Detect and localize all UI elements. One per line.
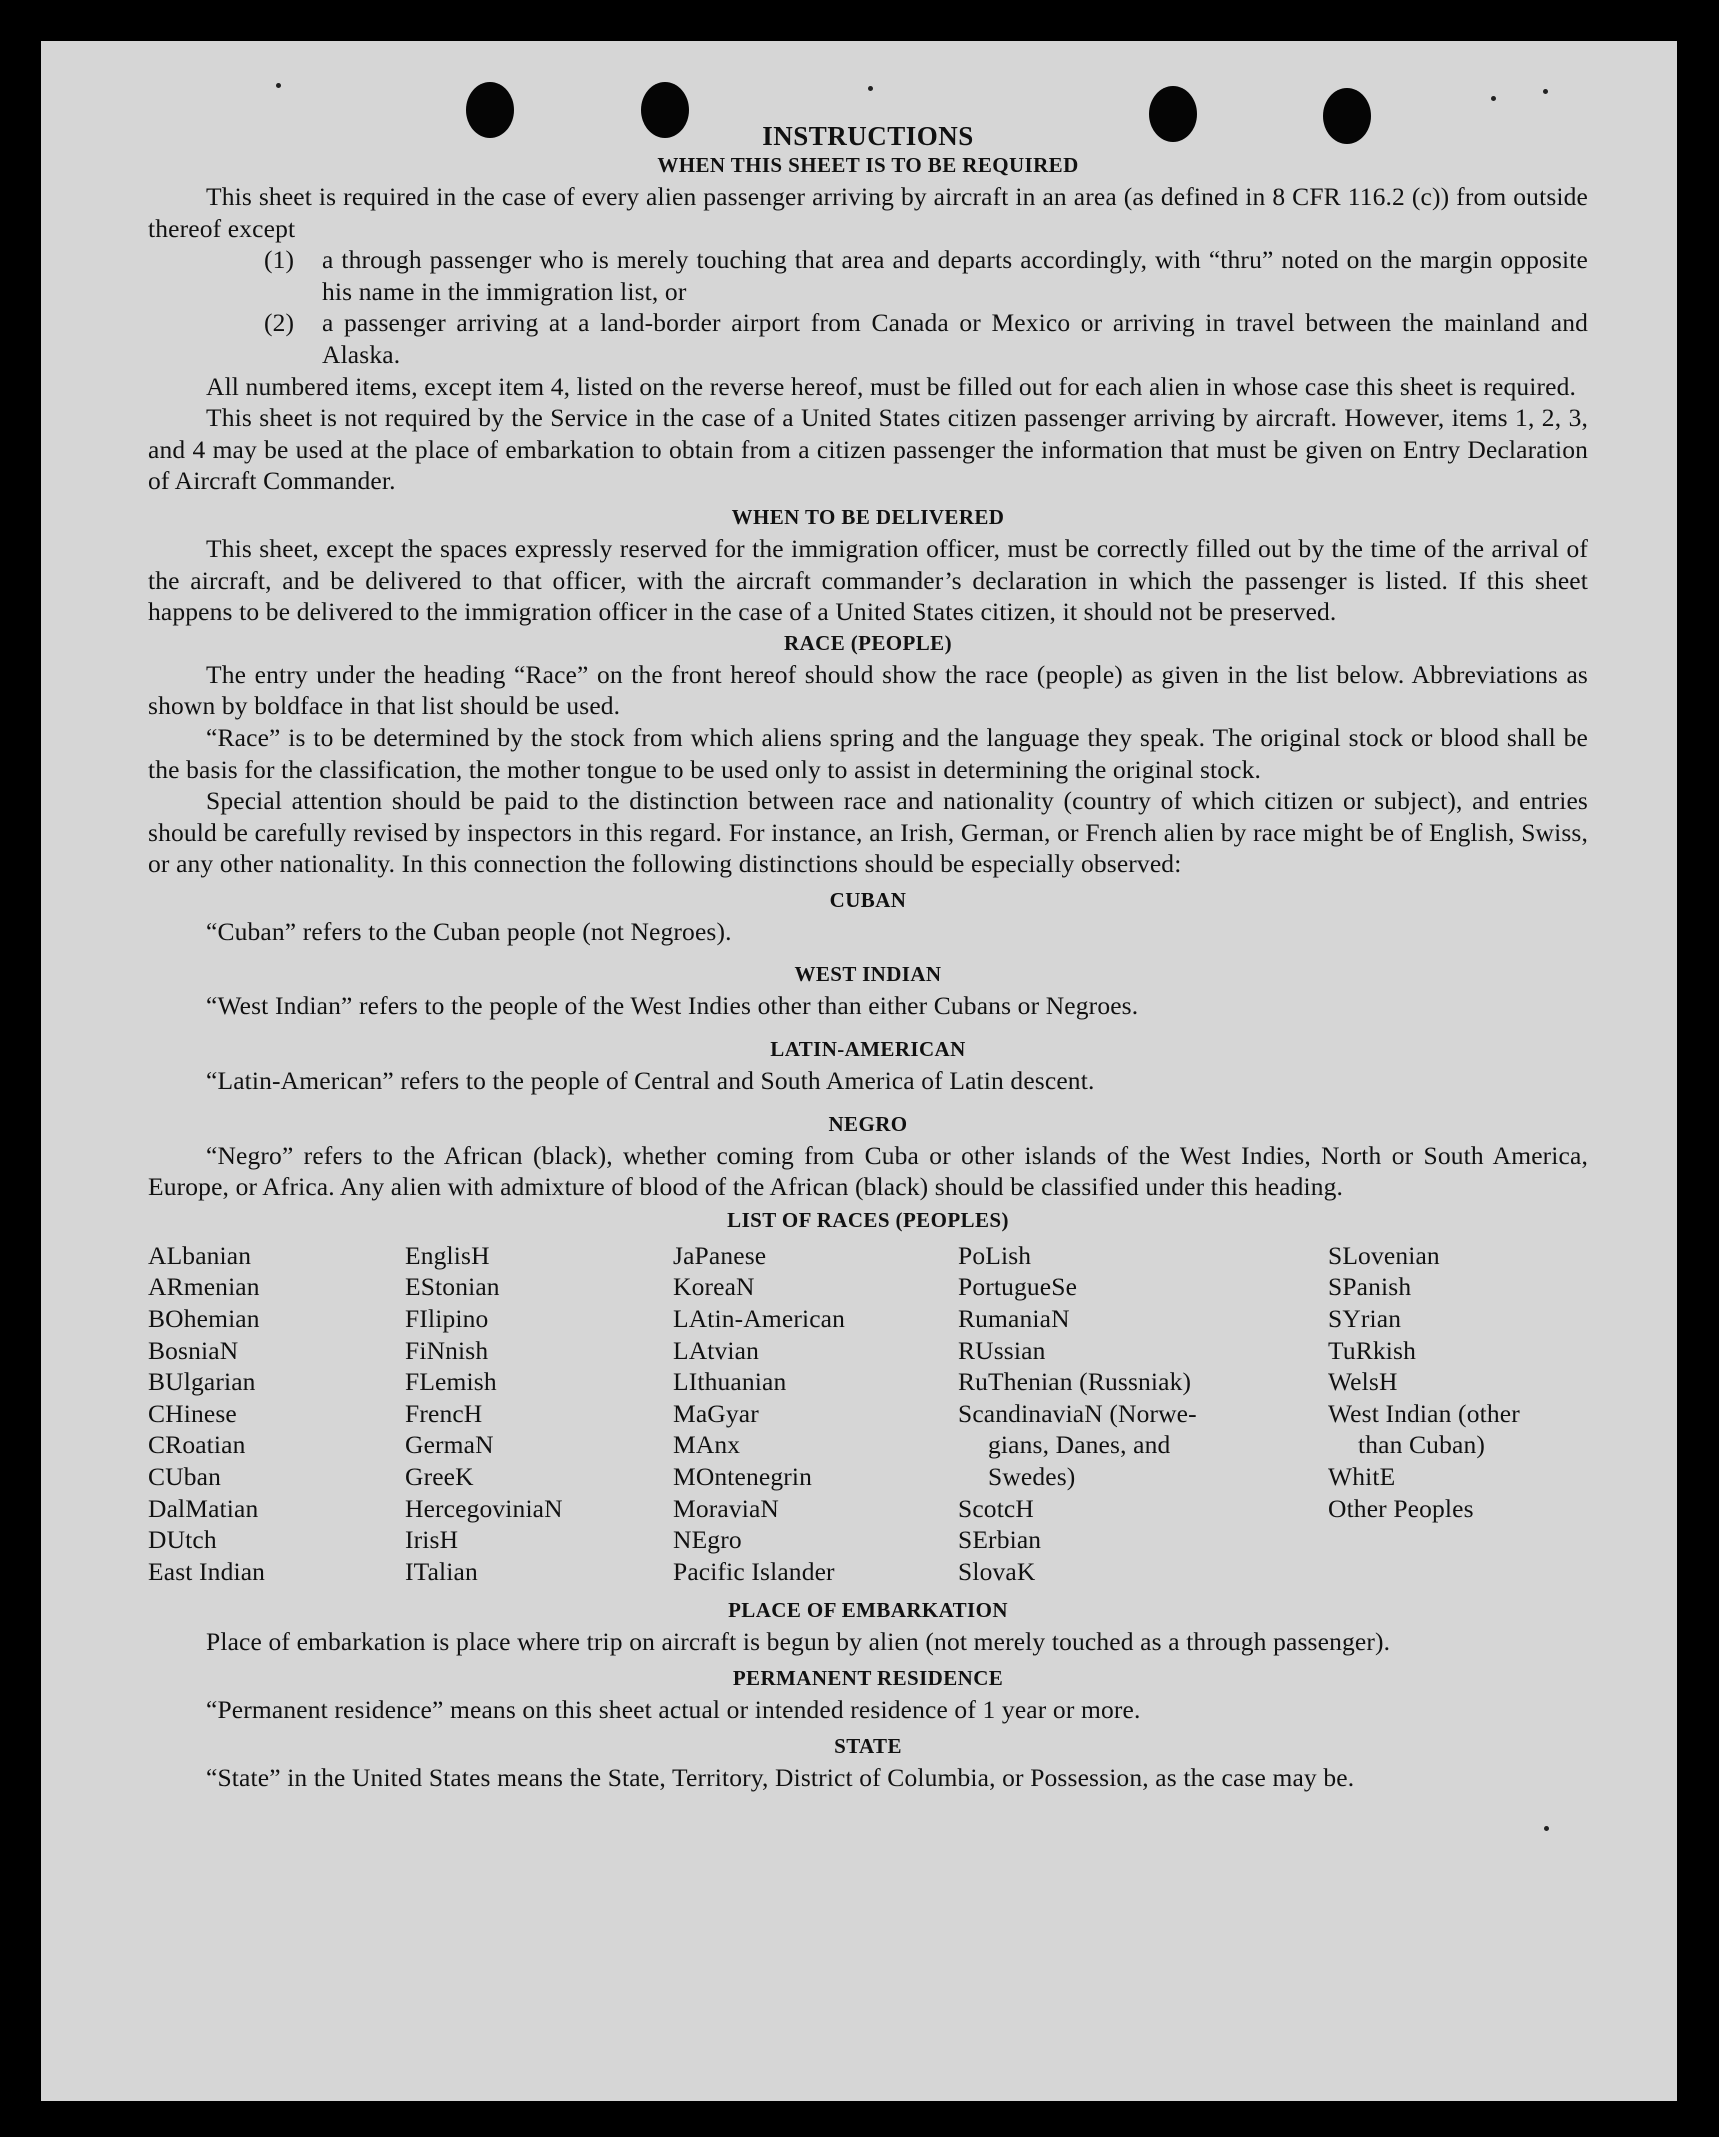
race-entry: MOntenegrin	[673, 1462, 813, 1491]
race-entry: RuThenian (Russniak)	[958, 1367, 1192, 1397]
heading-latin-american: LATIN-AMERICAN	[770, 1037, 966, 1062]
race-entry: CRoatian	[148, 1430, 246, 1460]
race-entry: LIthuanian	[673, 1367, 787, 1397]
heading-list-of-races: LIST OF RACES (PEOPLES)	[727, 1207, 1009, 1232]
speck	[868, 86, 873, 91]
race-entry: LAtin-American	[673, 1304, 846, 1334]
paragraph-latin-american: “Latin-American” refers to the people of Central and South America of Latin descent.	[206, 1066, 1095, 1096]
paragraph-negro: “Negro” refers to the African (black), whether coming from Cuba or other islands of the West Indies, North or South America, Europe, or Africa. Any alien with admixture of blood of the African (black) should be classified under this heading.	[148, 1140, 1588, 1202]
exception-number: (1)	[264, 245, 295, 275]
paragraph-west-indian: “West Indian” refers to the people of the West Indies other than either Cubans or Negroes.	[206, 991, 1139, 1021]
race-entry: Pacific Islander	[673, 1556, 835, 1586]
heading-west-indian: WEST INDIAN	[794, 962, 942, 987]
races-column-1	[148, 1240, 405, 1588]
race-entry-continued: than Cuban)	[1358, 1430, 1485, 1460]
heading-cuban: CUBAN	[829, 887, 907, 912]
speck	[1544, 1826, 1549, 1831]
paragraph-cuban: “Cuban” refers to the Cuban people (not Negroes).	[206, 916, 732, 946]
races-column-3	[673, 1240, 958, 1588]
races-column-4	[958, 1240, 1328, 1588]
race-entry: PoLish	[958, 1240, 1032, 1270]
race-entry: SErbian	[958, 1525, 1042, 1555]
race-entry: ARmenian	[148, 1272, 260, 1302]
race-entry: TuRkish	[1328, 1335, 1416, 1365]
race-entry: CUban	[148, 1462, 221, 1491]
race-entry: EnglisH	[405, 1240, 490, 1270]
paragraph-permanent-residence: “Permanent residence” means on this sheet actual or intended residence of 1 year or more.	[206, 1694, 1141, 1724]
paragraph-race-1: The entry under the heading “Race” on the front hereof should show the race (people) as given in the list below. Abbreviations as shown by boldface in that list should be used.	[148, 659, 1588, 721]
race-entry: ScotcH	[958, 1493, 1034, 1523]
heading-embarkation: PLACE OF EMBARKATION	[728, 1598, 1008, 1623]
race-entry: MAnx	[673, 1430, 741, 1460]
race-entry: WhitE	[1328, 1462, 1396, 1491]
race-entry: FrencH	[405, 1398, 483, 1428]
race-entry: HercegoviniaN	[405, 1493, 563, 1523]
race-entry: East Indian	[148, 1556, 266, 1586]
paragraph-delivered: This sheet, except the spaces expressly reserved for the immigration officer, must be correctly filled out by the time of the arrival of the aircraft, and be delivered to that officer, with the aircraft commander’s declaration in which the passenger is listed. If this sheet happens to be delivered to the immigration officer in the case of a United States citizen, it should not be preserved.	[148, 533, 1588, 627]
race-entry: RumaniaN	[958, 1304, 1070, 1334]
exception-item-2	[264, 307, 1588, 370]
heading-negro: NEGRO	[828, 1111, 908, 1136]
paragraph-embarkation: Place of embarkation is place where trip on aircraft is begun by alien (not merely touched as a through passenger).	[206, 1627, 1391, 1657]
race-entry-continued: gians, Danes, and	[988, 1430, 1171, 1460]
race-entry: SPanish	[1328, 1272, 1412, 1302]
heading-required: WHEN THIS SHEET IS TO BE REQUIRED	[657, 153, 1079, 177]
heading-delivered: WHEN TO BE DELIVERED	[731, 504, 1005, 529]
race-entry: BUlgarian	[148, 1367, 256, 1397]
races-column-5	[1328, 1240, 1588, 1588]
race-entry: KoreaN	[673, 1272, 755, 1302]
page-title: INSTRUCTIONS	[762, 121, 974, 151]
race-entry: JaPanese	[673, 1240, 767, 1270]
race-entry: EStonian	[405, 1272, 500, 1302]
speck	[276, 83, 281, 88]
race-entry: IrisH	[405, 1525, 459, 1555]
paragraph-race-2: “Race” is to be determined by the stock from which aliens spring and the language they speak. The original stock or blood shall be the basis for the classification, the mother tongue to be used only to assist in determining the original stock.	[148, 722, 1588, 784]
race-entry: SYrian	[1328, 1304, 1402, 1334]
race-entry: SLovenian	[1328, 1240, 1440, 1270]
race-entry: ALbanian	[148, 1240, 252, 1270]
race-entry: DUtch	[148, 1525, 217, 1555]
race-entry: MoraviaN	[673, 1493, 780, 1523]
race-entry: NEgro	[673, 1525, 742, 1555]
heading-permanent-residence: PERMANENT RESIDENCE	[732, 1665, 1004, 1690]
heading-race: RACE (PEOPLE)	[784, 630, 952, 655]
heading-state: STATE	[834, 1733, 902, 1758]
race-entry: LAtvian	[673, 1335, 760, 1365]
race-entry: DalMatian	[148, 1493, 259, 1523]
race-entry-continued: Swedes)	[988, 1462, 1076, 1491]
race-entry: ScandinaviaN (Norwe-	[958, 1398, 1197, 1428]
race-entry: GermaN	[405, 1430, 494, 1460]
speck	[1491, 96, 1496, 101]
paragraph-race-3: Special attention should be paid to the distinction between race and nationality (country of which citizen or subject), and entries should be carefully revised by inspectors in this regard. For instance, an Irish, German, or French alien by race might be of English, Swiss, or any other nationality. In this connection the following distinctions should be especially observed:	[148, 786, 1588, 879]
race-entry: MaGyar	[673, 1398, 759, 1428]
race-entry: BosniaN	[148, 1335, 239, 1365]
race-entry: SlovaK	[958, 1556, 1036, 1586]
race-entry: FLemish	[405, 1367, 497, 1397]
exception-text: a through passenger who is merely touching that area and departs accordingly, with “thru” noted on the margin opposite his name in the immigration list, or	[322, 245, 1588, 306]
speck	[1543, 89, 1548, 94]
race-entry: PortugueSe	[958, 1272, 1078, 1302]
race-entry: WelsH	[1328, 1367, 1398, 1397]
race-entry: CHinese	[148, 1398, 237, 1428]
race-entry: RUssian	[958, 1335, 1046, 1365]
race-entry: West Indian (other	[1328, 1398, 1520, 1428]
race-entry: Other Peoples	[1328, 1493, 1474, 1523]
races-column-2	[405, 1240, 673, 1588]
race-entry: FIlipino	[405, 1304, 489, 1334]
race-entry: BOhemian	[148, 1304, 260, 1334]
race-entry: ITalian	[405, 1556, 478, 1586]
paragraph-required-1: This sheet is required in the case of every alien passenger arriving by aircraft in an area (as defined in 8 CFR 116.2 (c)) from outside thereof except	[148, 182, 1588, 243]
instructions-content	[148, 118, 1588, 1793]
exception-item-1	[264, 244, 1588, 307]
paragraph-required-3: This sheet is not required by the Service in the case of a United States citizen passenger arriving by aircraft. However, items 1, 2, 3, and 4 may be used at the place of embarkation to obtain from a citizen passenger the information that must be given on Entry Declaration of Aircraft Commander.	[148, 403, 1588, 496]
paragraph-state: “State” in the United States means the State, Territory, District of Columbia, or Possession, as the case may be.	[206, 1762, 1355, 1792]
exception-number: (2)	[264, 308, 295, 338]
race-entry: GreeK	[405, 1462, 474, 1491]
exception-text: a passenger arriving at a land-border airport from Canada or Mexico or arriving in travel between the mainland and Alaska.	[322, 308, 1588, 369]
races-list	[148, 1240, 1588, 1588]
paragraph-required-2: All numbered items, except item 4, listed on the reverse hereof, must be filled out for each alien in whose case this sheet is required.	[206, 371, 1577, 401]
race-entry: FiNnish	[405, 1335, 489, 1365]
